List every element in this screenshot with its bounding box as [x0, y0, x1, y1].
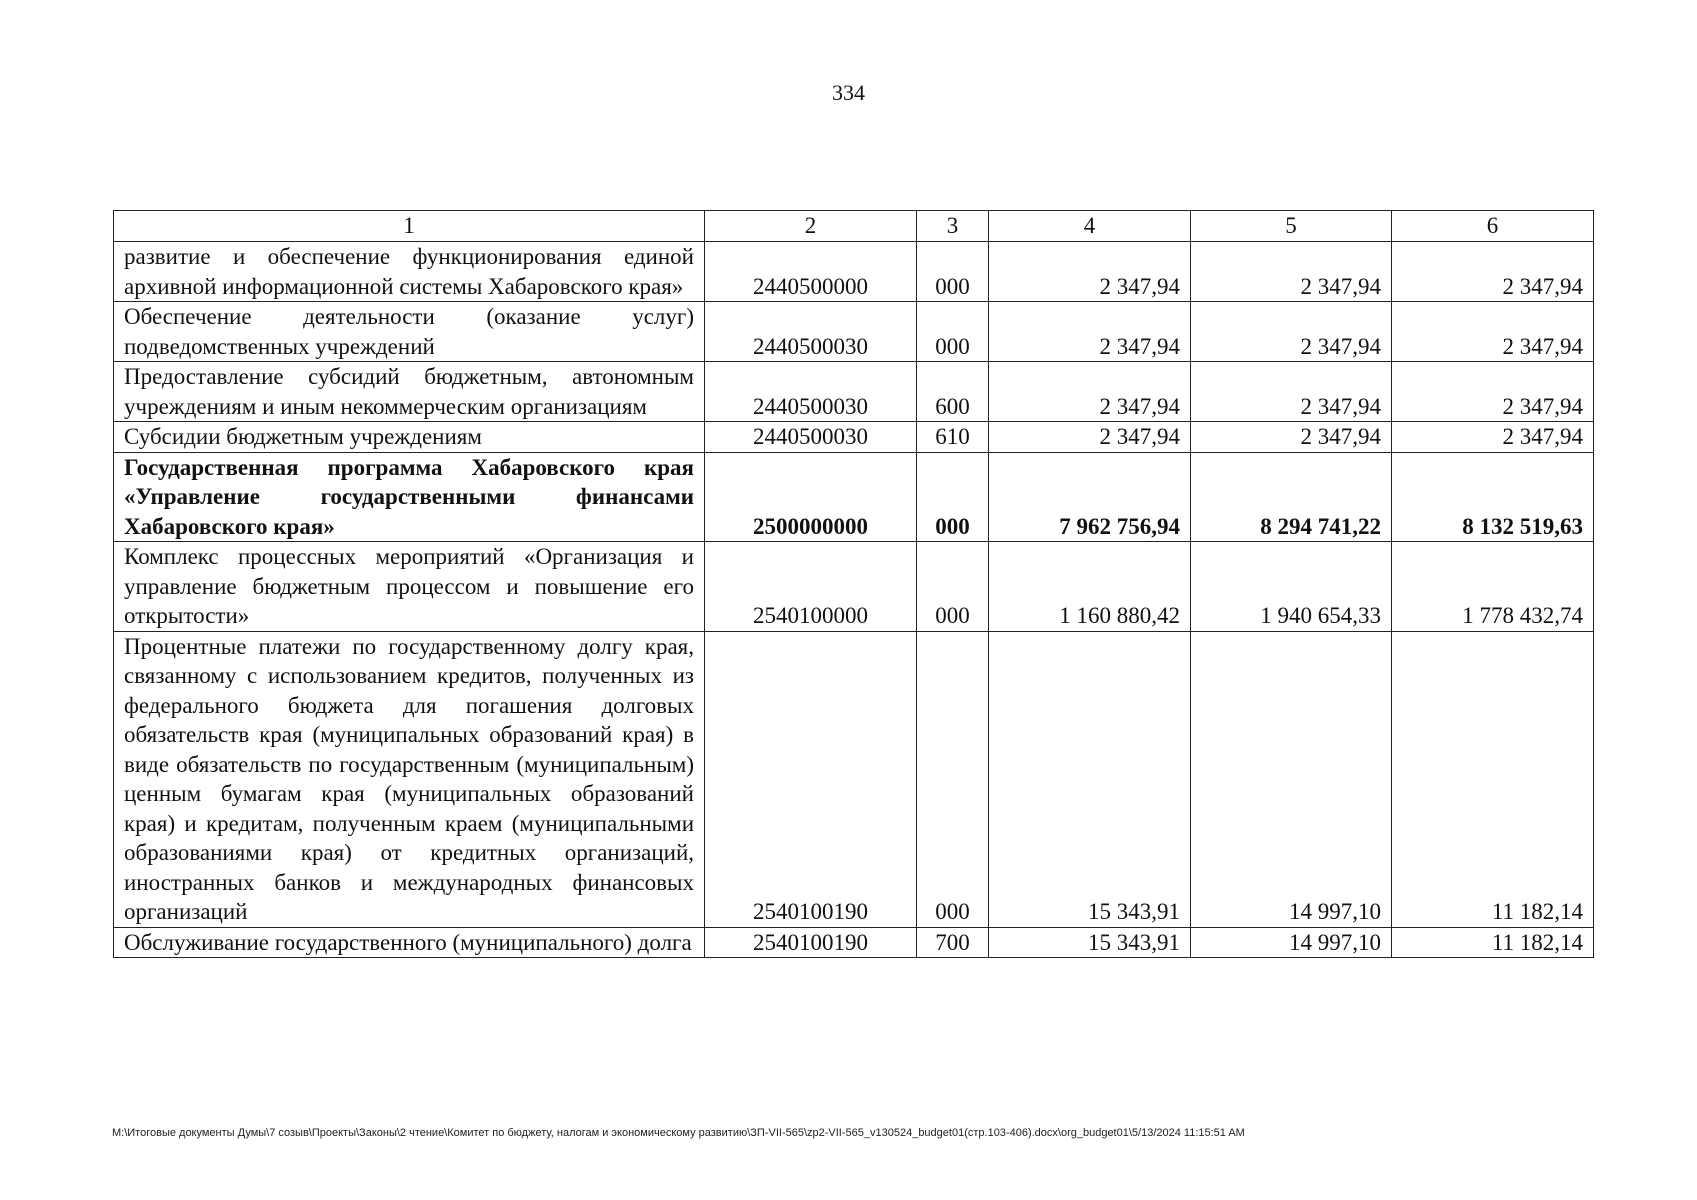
- table-row: [114, 927, 1594, 958]
- row-description: Обеспечение деятельности (оказание услуг) подведомственных учреждений: [114, 302, 705, 362]
- expense-type-code: 600: [917, 362, 989, 422]
- target-article-code: 2440500000: [705, 242, 917, 302]
- expense-type-code: 000: [917, 452, 989, 542]
- amount-col-6: 11 182,14: [1392, 927, 1594, 958]
- target-article-code: 2440500030: [705, 362, 917, 422]
- amount-col-4: 2 347,94: [989, 362, 1191, 422]
- amount-col-6: 8 132 519,63: [1392, 452, 1594, 542]
- amount-col-4: 2 347,94: [989, 422, 1191, 453]
- amount-col-5: 14 997,10: [1191, 631, 1392, 927]
- page-number: 334: [832, 80, 865, 105]
- column-header: 6: [1392, 211, 1594, 242]
- amount-col-4: 15 343,91: [989, 631, 1191, 927]
- table-row: [114, 302, 1594, 362]
- amount-col-5: 14 997,10: [1191, 927, 1392, 958]
- table-row: [114, 631, 1594, 927]
- expense-type-code: 000: [917, 302, 989, 362]
- amount-col-4: 15 343,91: [989, 927, 1191, 958]
- target-article-code: 2500000000: [705, 452, 917, 542]
- table-row-program: [114, 452, 1594, 542]
- amount-col-6: 2 347,94: [1392, 362, 1594, 422]
- expense-type-code: 000: [917, 631, 989, 927]
- amount-col-5: 2 347,94: [1191, 362, 1392, 422]
- column-header: 1: [114, 211, 705, 242]
- row-description: Обслуживание государственного (муниципального) долга: [114, 927, 705, 958]
- amount-col-5: 8 294 741,22: [1191, 452, 1392, 542]
- amount-col-5: 2 347,94: [1191, 242, 1392, 302]
- budget-table: [113, 210, 1594, 958]
- table-row: [114, 362, 1594, 422]
- expense-type-code: 000: [917, 242, 989, 302]
- table-row: [114, 422, 1594, 453]
- amount-col-4: 2 347,94: [989, 242, 1191, 302]
- target-article-code: 2540100190: [705, 927, 917, 958]
- table-row: [114, 542, 1594, 632]
- row-description: развитие и обеспечение функционирования единой архивной информационной системы Хабаровского края»: [114, 242, 705, 302]
- target-article-code: 2540100000: [705, 542, 917, 632]
- amount-col-6: 11 182,14: [1392, 631, 1594, 927]
- amount-col-5: 1 940 654,33: [1191, 542, 1392, 632]
- table-header-row: [114, 211, 1594, 242]
- amount-col-4: 1 160 880,42: [989, 542, 1191, 632]
- column-header: 5: [1191, 211, 1392, 242]
- column-header: 4: [989, 211, 1191, 242]
- column-header: 3: [917, 211, 989, 242]
- amount-col-4: 2 347,94: [989, 302, 1191, 362]
- amount-col-6: 2 347,94: [1392, 242, 1594, 302]
- target-article-code: 2440500030: [705, 302, 917, 362]
- amount-col-6: 1 778 432,74: [1392, 542, 1594, 632]
- document-path-footer: M:\Итоговые документы Думы\7 созыв\Проекты\Законы\2 чтение\Комитет по бюджету, налогам и экономическому развитию\ЗП-VII-565\zp2-VII-565_v130524_budget01(стр.103-406).docx\org_budget01\5/13/2024 11:15:51 AM: [112, 1127, 1245, 1139]
- amount-col-6: 2 347,94: [1392, 302, 1594, 362]
- column-header: 2: [705, 211, 917, 242]
- row-description: Предоставление субсидий бюджетным, автономным учреждениям и иным некоммерческим организациям: [114, 362, 705, 422]
- amount-col-6: 2 347,94: [1392, 422, 1594, 453]
- expense-type-code: 700: [917, 927, 989, 958]
- row-description: Субсидии бюджетным учреждениям: [114, 422, 705, 453]
- row-description: Комплекс процессных мероприятий «Организация и управление бюджетным процессом и повышение его открытости»: [114, 542, 705, 632]
- expense-type-code: 000: [917, 542, 989, 632]
- table-row: [114, 242, 1594, 302]
- target-article-code: 2440500030: [705, 422, 917, 453]
- amount-col-4: 7 962 756,94: [989, 452, 1191, 542]
- expense-type-code: 610: [917, 422, 989, 453]
- amount-col-5: 2 347,94: [1191, 422, 1392, 453]
- target-article-code: 2540100190: [705, 631, 917, 927]
- row-description: Процентные платежи по государственному долгу края, связанному с использованием кредитов, полученных из федерального бюджета для погашения долговых обязательств края (муниципальных образований края) в виде обязательств по государственным (муниципальным) ценным бумагам края (муниципальных образований края) и кредитам, полученным краем (муниципальными образованиями края) от кредитных организаций, иностранных банков и международных финансовых организаций: [114, 631, 705, 927]
- row-description: Государственная программа Хабаровского края «Управление государственными финансами Хабаровского края»: [114, 452, 705, 542]
- amount-col-5: 2 347,94: [1191, 302, 1392, 362]
